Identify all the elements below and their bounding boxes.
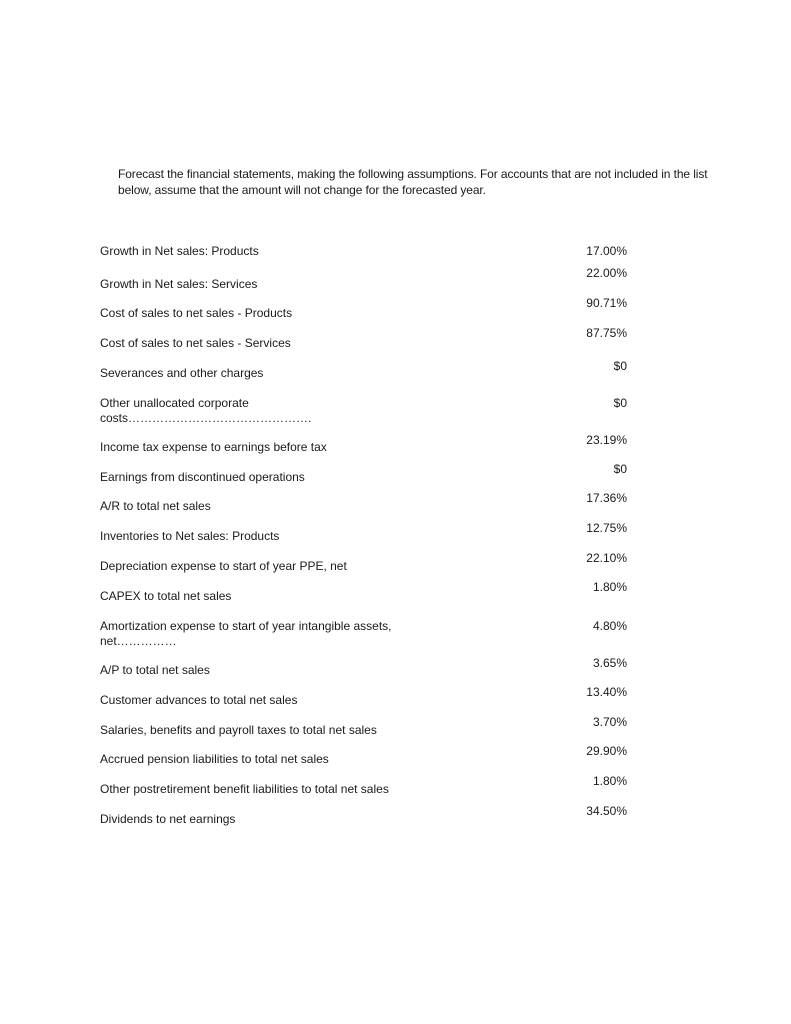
instructions-paragraph: Forecast the financial statements, making the following assumptions. For accounts that are not included in the list below, assume that the amount will not change for the forecasted year.	[118, 167, 708, 197]
assumption-label: Severances and other charges	[100, 366, 264, 380]
assumption-value: 3.65%	[592, 656, 627, 670]
assumption-value: 87.75%	[586, 326, 627, 340]
assumption-label: Depreciation expense to start of year PPE, net	[100, 559, 347, 573]
assumption-label: Other postretirement benefit liabilities to total net sales	[100, 782, 389, 796]
assumption-label: A/P to total net sales	[100, 663, 210, 677]
assumption-value: 13.40%	[586, 685, 627, 699]
assumption-label: Other unallocated corporate costs……………………………………….	[100, 396, 312, 425]
assumption-value: 34.50%	[586, 804, 627, 818]
assumption-label: Cost of sales to net sales - Services	[100, 336, 291, 350]
assumption-value: 1.80%	[592, 580, 627, 594]
assumption-label: Accrued pension liabilities to total net sales	[100, 752, 329, 766]
assumption-label: Growth in Net sales: Services	[100, 277, 258, 291]
assumption-value: $0	[613, 359, 627, 373]
assumption-value: 90.71%	[586, 296, 627, 310]
assumption-label: Income tax expense to earnings before tax	[100, 440, 327, 454]
assumption-value: $0	[613, 396, 627, 410]
assumption-value: 29.90%	[586, 744, 627, 758]
assumption-value: 17.36%	[586, 491, 627, 505]
assumption-label: Earnings from discontinued operations	[100, 470, 305, 484]
assumption-label: Customer advances to total net sales	[100, 693, 298, 707]
assumption-value: 4.80%	[592, 619, 627, 633]
assumption-value: 3.70%	[592, 715, 627, 729]
assumption-label: Inventories to Net sales: Products	[100, 529, 280, 543]
assumption-value: 17.00%	[586, 244, 627, 258]
assumption-label: Salaries, benefits and payroll taxes to total net sales	[100, 723, 377, 737]
assumption-label: Cost of sales to net sales - Products	[100, 306, 293, 320]
assumption-value: 22.10%	[586, 551, 627, 565]
assumption-value: $0	[613, 462, 627, 476]
assumption-label: Amortization expense to start of year intangible assets, net……………	[100, 619, 392, 648]
assumption-label: Growth in Net sales: Products	[100, 244, 259, 258]
assumption-value: 1.80%	[592, 774, 627, 788]
assumption-value: 23.19%	[586, 433, 627, 447]
assumption-value: 12.75%	[586, 521, 627, 535]
assumption-label: A/R to total net sales	[100, 499, 211, 513]
assumption-label: Dividends to net earnings	[100, 812, 236, 826]
assumption-value: 22.00%	[586, 266, 627, 280]
assumption-label: CAPEX to total net sales	[100, 589, 232, 603]
